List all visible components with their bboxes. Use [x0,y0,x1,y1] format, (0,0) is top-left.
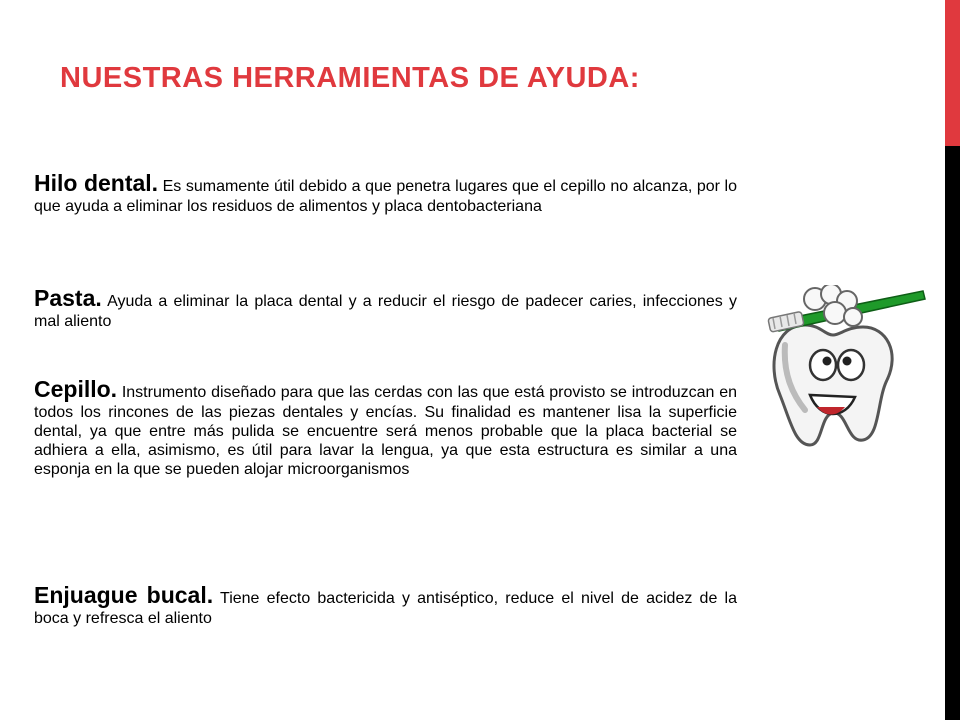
tooth-toothbrush-illustration [755,285,930,455]
item-enjuague-bucal [34,582,737,628]
item-text: Instrumento diseñado para que las cerdas con las que está provisto se introduzcan en todos los rincones de las piezas dentales y encías. Su finalidad es mantener lisa la superficie dental, ya que entre más pulida se encuentre será menos probable que la placa bacterial se adhiera a ella, asimismo, es útil para lavar la lengua, ya que esta estructura es similar a una esponja en la que se pueden alojar microorganismos [34,384,737,479]
item-hilo-dental [34,170,737,216]
item-term: Hilo dental. [34,170,159,196]
item-text: Es sumamente útil debido a que penetra lugares que el cepillo no alcanza, por lo que ayuda a eliminar los residuos de alimentos y placa dentobacteriana [34,178,737,216]
item-text: Ayuda a eliminar la placa dental y a reducir el riesgo de padecer caries, infecciones y mal aliento [34,293,737,331]
item-text: Tiene efecto bactericida y antiséptico, reduce el nivel de acidez de la boca y refresca el aliento [34,590,737,628]
item-pasta [34,285,737,331]
item-term: Cepillo. [34,376,118,402]
side-accent-bar-red [945,0,960,146]
item-term: Enjuague bucal. [34,582,214,608]
item-cepillo [34,376,737,479]
slide-title: NUESTRAS HERRAMIENTAS DE AYUDA: [60,62,640,94]
item-term: Pasta. [34,285,102,311]
